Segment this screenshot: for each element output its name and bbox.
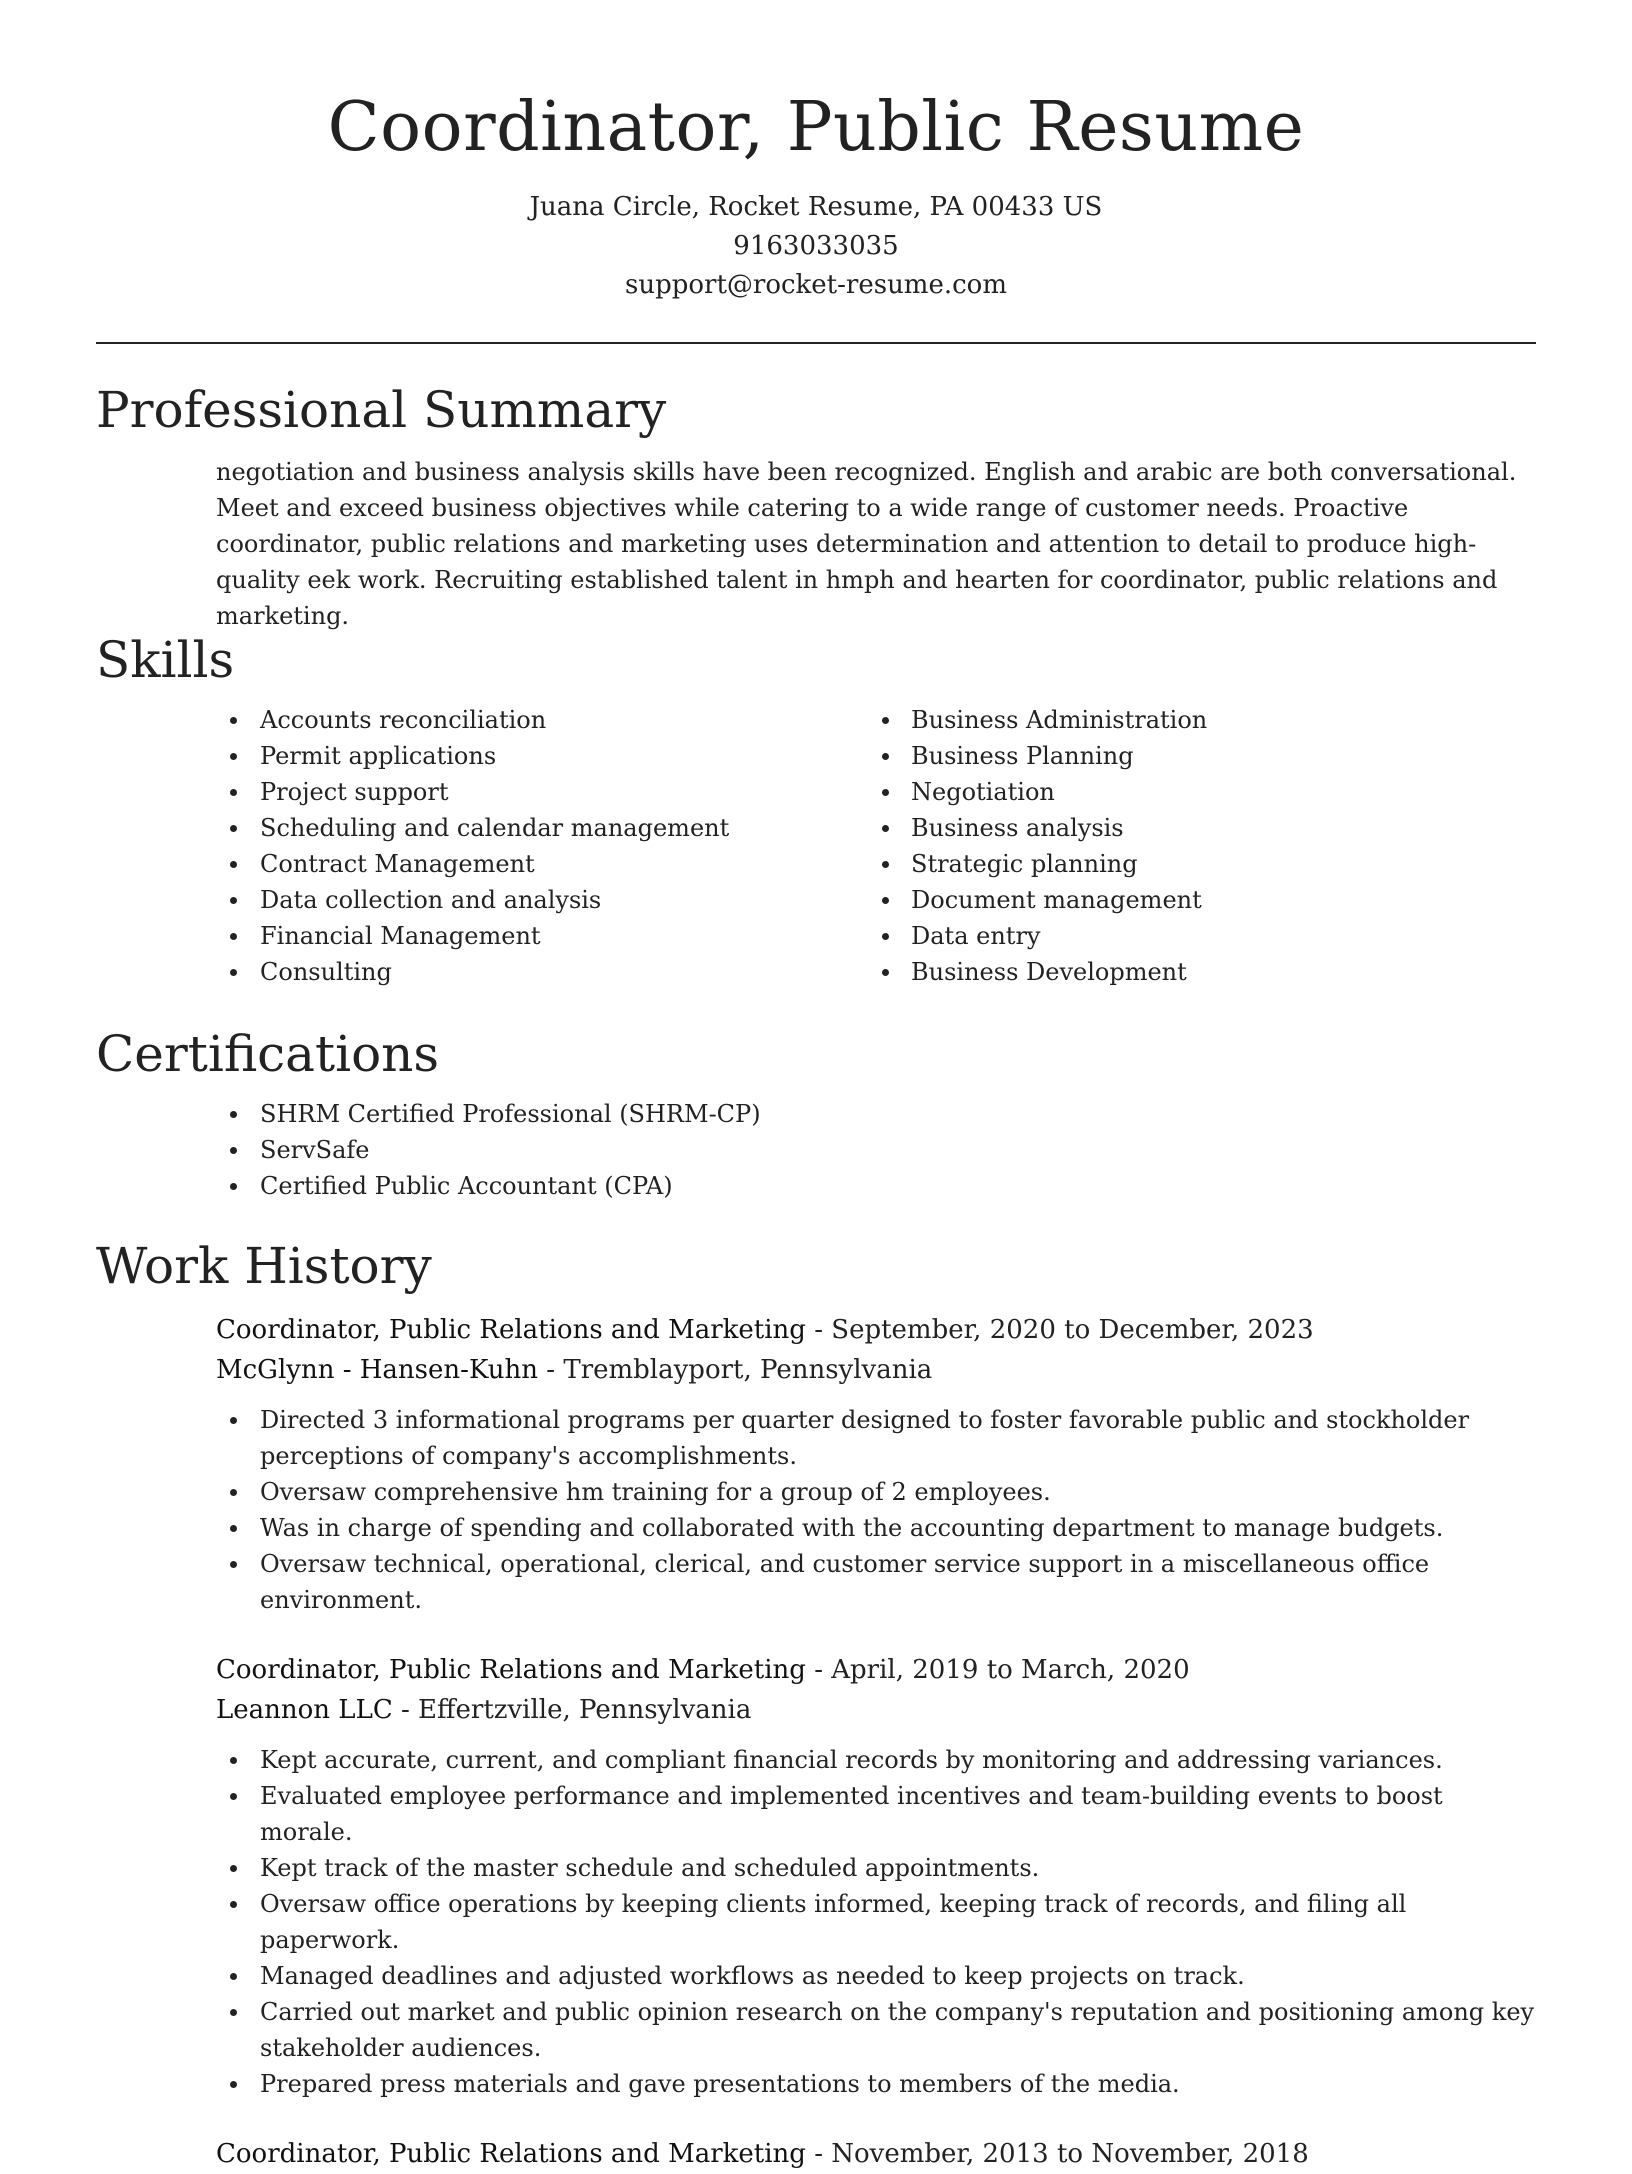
job-role: Coordinator, Public Relations and Marketing: [216, 1655, 806, 1685]
list-item: Oversaw technical, operational, clerical, and customer service support in a miscellaneous office environment.: [216, 1546, 1536, 1618]
job-company: Leannon LLC: [216, 1695, 393, 1725]
list-item: Strategic planning: [746, 846, 1396, 882]
list-item: Financial Management: [96, 918, 746, 954]
address: Juana Circle, Rocket Resume, PA 00433 US: [529, 192, 1103, 222]
job-dates: - April, 2019 to March, 2020: [805, 1655, 1190, 1685]
skills-section: [96, 630, 1536, 990]
job-entry: [216, 1650, 1536, 2102]
job-title-line: [216, 1650, 1536, 1690]
email: support@rocket-resume.com: [624, 270, 1007, 300]
list-item: Certified Public Accountant (CPA): [96, 1168, 1536, 1204]
list-item: SHRM Certified Professional (SHRM-CP): [96, 1096, 1536, 1132]
summary-heading: Professional Summary: [96, 381, 667, 439]
list-item: Data entry: [746, 918, 1396, 954]
list-item: Document management: [746, 882, 1396, 918]
list-item: Project support: [96, 774, 746, 810]
work-history-section: [96, 1236, 1536, 2174]
phone: 9163033035: [733, 231, 899, 261]
list-item: Business Development: [746, 954, 1396, 990]
resume-name: Coordinator, Public Resume: [327, 88, 1305, 167]
list-item: Scheduling and calendar management: [96, 810, 746, 846]
list-item: Evaluated employee performance and implemented incentives and team-building events to boost morale.: [216, 1778, 1536, 1850]
contact-block: [0, 188, 1632, 305]
job-entry: [216, 2134, 1536, 2174]
job-dates: - November, 2013 to November, 2018: [805, 2139, 1309, 2169]
job-dates: - September, 2020 to December, 2023: [805, 1315, 1314, 1345]
list-item: Business Administration: [746, 702, 1396, 738]
list-item: Kept track of the master schedule and scheduled appointments.: [216, 1850, 1536, 1886]
job-bullets: [216, 1742, 1536, 2102]
list-item: Consulting: [96, 954, 746, 990]
list-item: Prepared press materials and gave presentations to members of the media.: [216, 2066, 1536, 2102]
skills-list-left: [96, 702, 746, 990]
list-item: Contract Management: [96, 846, 746, 882]
job-company-line: [216, 1350, 1536, 1390]
skills-columns: [96, 702, 1536, 990]
job-bullets: [216, 1402, 1536, 1618]
certifications-section: [96, 1024, 1536, 1204]
header-divider: [96, 342, 1536, 344]
job-company: McGlynn - Hansen-Kuhn: [216, 1355, 539, 1385]
job-entry: [216, 1310, 1536, 1618]
list-item: Oversaw office operations by keeping clients informed, keeping track of records, and filing all paperwork.: [216, 1886, 1536, 1958]
list-item: ServSafe: [96, 1132, 1536, 1168]
certifications-list: [96, 1096, 1536, 1204]
job-title-line: [216, 1310, 1536, 1350]
list-item: Kept accurate, current, and compliant financial records by monitoring and addressing variances.: [216, 1742, 1536, 1778]
job-title-line: [216, 2134, 1536, 2174]
list-item: Business analysis: [746, 810, 1396, 846]
list-item: Permit applications: [96, 738, 746, 774]
job-company-line: [216, 1690, 1536, 1730]
job-role: Coordinator, Public Relations and Marketing: [216, 1315, 806, 1345]
list-item: Directed 3 informational programs per quarter designed to foster favorable public and stockholder perceptions of company's accomplishments.: [216, 1402, 1536, 1474]
resume-header: [0, 0, 1632, 305]
job-location: - Tremblayport, Pennsylvania: [538, 1355, 933, 1385]
list-item: Negotiation: [746, 774, 1396, 810]
list-item: Data collection and analysis: [96, 882, 746, 918]
list-item: Business Planning: [746, 738, 1396, 774]
list-item: Managed deadlines and adjusted workflows as needed to keep projects on track.: [216, 1958, 1536, 1994]
job-role: Coordinator, Public Relations and Marketing: [216, 2139, 806, 2169]
skills-heading: Skills: [96, 631, 235, 689]
list-item: Oversaw comprehensive hm training for a group of 2 employees.: [216, 1474, 1536, 1510]
work-history-heading: Work History: [96, 1237, 432, 1295]
summary-section: [96, 380, 1536, 634]
list-item: Was in charge of spending and collaborated with the accounting department to manage budgets.: [216, 1510, 1536, 1546]
job-location: - Effertzville, Pennsylvania: [392, 1695, 752, 1725]
certifications-heading: Certifications: [96, 1025, 440, 1083]
list-item: Carried out market and public opinion research on the company's reputation and positioning among key stakeholder audiences.: [216, 1994, 1536, 2066]
skills-list-right: [746, 702, 1396, 990]
list-item: Accounts reconciliation: [96, 702, 746, 738]
summary-text: negotiation and business analysis skills have been recognized. English and arabic are both conversational. Meet and exceed business objectives while catering to a wide range of customer needs. Proactive coordinator, public relations and marketing uses determination and attention to detail to produce high-quality eek work. Recruiting established talent in hmph and hearten for coordinator, public relations and marketing.: [216, 458, 1517, 630]
